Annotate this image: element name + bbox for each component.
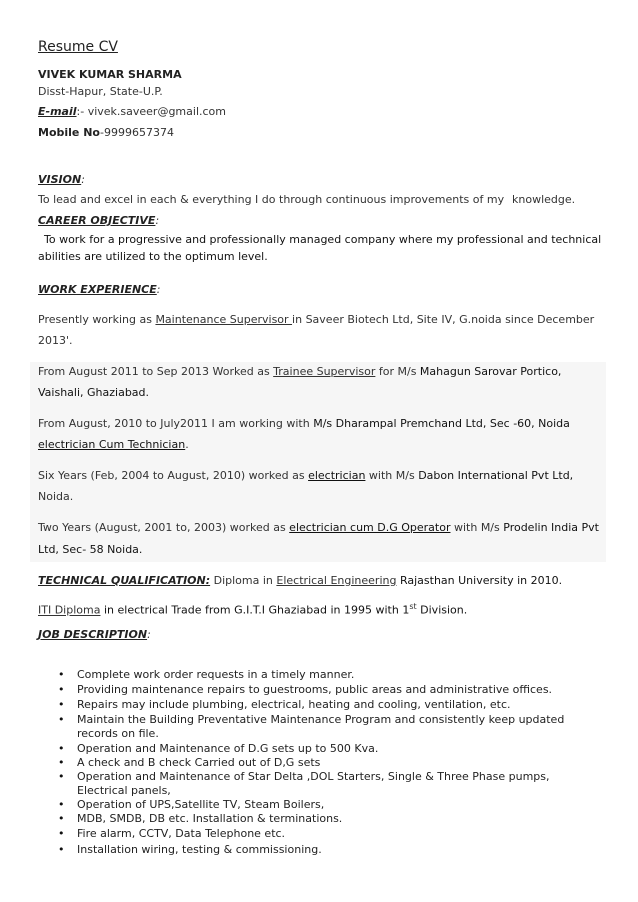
e5-a: Two Years (August, 2001 to, 2003) worked as (38, 521, 290, 534)
e3-role: electrician Cum Technician (38, 438, 186, 451)
experience-heading-text: WORK EXPERIENCE (38, 283, 157, 296)
technical-b: Rajasthan University in 2010. (396, 574, 563, 587)
vision-text: To lead and excel in each & everything I do through continuous improvements of my (38, 193, 505, 206)
technical-line (38, 574, 562, 587)
objective-line-2: abilities are utilized to the optimum level. (38, 250, 268, 263)
objective-heading (38, 214, 159, 227)
e1-a: Presently working as (38, 313, 156, 326)
mobile-line (38, 126, 174, 139)
e4-b: with M/s (365, 469, 419, 482)
iti-sup: st (409, 602, 417, 611)
e4-a: Six Years (Feb, 2004 to August, 2010) worked as (38, 469, 309, 482)
list-item: • Maintain the Building Preventative Maintenance Program and consistently keep updated records on file. (52, 713, 597, 741)
vision-tail: knowledge. (512, 193, 576, 206)
list-item: • Providing maintenance repairs to guestrooms, public areas and administrative offices. (52, 683, 597, 697)
objective-heading-text: CAREER OBJECTIVE (38, 214, 156, 227)
experience-colon: : (156, 283, 161, 296)
candidate-name: VIVEK KUMAR SHARMA (38, 68, 182, 81)
email-sep: :- (76, 105, 85, 118)
list-item: • A check and B check Carried out of D,G sets (52, 756, 597, 770)
e4-role: electrician (308, 469, 366, 482)
e2-company: Mahagun Sarovar Portico, (419, 365, 562, 378)
job-colon: : (147, 628, 151, 641)
e5-company: Prodelin India Pvt (503, 521, 599, 534)
vision-heading (38, 173, 85, 186)
experience-3-line-1 (38, 417, 570, 430)
e2-a: From August 2011 to Sep 2013 Worked as (38, 365, 274, 378)
e5-b: with M/s (450, 521, 504, 534)
e2-b: for M/s (375, 365, 420, 378)
experience-2-line-2: Vaishali, Ghaziabad. (38, 386, 150, 399)
experience-1-line-1 (38, 313, 594, 326)
e3-a: From August, 2010 to July2011 I am working with (38, 417, 314, 430)
iti-diploma: ITI Diploma (38, 603, 101, 617)
vision-colon: : (81, 173, 85, 186)
experience-4-line-1 (38, 469, 573, 482)
list-item: • Operation and Maintenance of D.G sets up to 500 Kva. (52, 742, 597, 756)
e1-b: in Saveer Biotech Ltd, Site IV, G.noida since December (292, 313, 595, 326)
experience-2-line-1 (38, 365, 561, 378)
list-item: • Fire alarm, CCTV, Data Telephone etc. (52, 827, 597, 841)
email-label: E-mail (38, 105, 77, 118)
list-item: • Installation wiring, testing & commissioning. (52, 843, 597, 857)
list-item: • Operation of UPS,Satellite TV, Steam Boilers, (52, 798, 597, 812)
e5-role: electrician cum D.G Operator (289, 521, 451, 534)
experience-1-line-2: 2013'. (38, 334, 73, 347)
technical-field: Electrical Engineering (276, 574, 397, 587)
mobile-value: -9999657374 (99, 126, 174, 139)
technical-heading: TECHNICAL QUALIFICATION: (38, 574, 211, 587)
technical-a: Diploma in (210, 574, 277, 587)
list-item: • MDB, SMDB, DB etc. Installation & terminations. (52, 812, 597, 826)
address: Disst-Hapur, State-U.P. (38, 85, 163, 98)
job-heading-text: JOB DESCRIPTION (38, 628, 148, 641)
email-value: vivek.saveer@gmail.com (87, 105, 226, 118)
job-heading (38, 628, 151, 641)
job-description-list (52, 668, 597, 857)
experience-4-line-2: Noida. (38, 490, 74, 503)
list-item: • Complete work order requests in a timely manner. (52, 668, 597, 682)
experience-3-line-2 (38, 438, 189, 451)
e2-role: Trainee Supervisor (273, 365, 376, 378)
e4-company: Dabon International Pvt Ltd, (418, 469, 574, 482)
experience-5-line-2: Ltd, Sec- 58 Noida. (38, 543, 143, 556)
iti-line (38, 602, 467, 617)
objective-line-1: To work for a progressive and professionally managed company where my professional and technical (44, 233, 602, 246)
experience-heading (38, 283, 160, 296)
vision-heading-text: VISION (38, 173, 82, 186)
mobile-label: Mobile No (38, 126, 100, 139)
iti-c: in electrical Trade from G.I.T.I Ghaziabad in 1995 with 1 (100, 603, 410, 617)
email-line (38, 105, 226, 118)
experience-5-line-1 (38, 521, 599, 534)
e1-role: Maintenance Supervisor (155, 313, 293, 326)
e3-company: M/s Dharampal Premchand Ltd, Sec -60, Noida (313, 417, 570, 430)
e3-c: . (185, 438, 189, 451)
iti-d: Division. (416, 603, 468, 617)
list-item: • Operation and Maintenance of Star Delta ,DOL Starters, Single & Three Phase pumps, Electrical panels, (52, 770, 597, 798)
doc-title: Resume CV (38, 39, 118, 55)
objective-colon: : (155, 214, 160, 227)
list-item: • Repairs may include plumbing, electrical, heating and cooling, ventilation, etc. (52, 698, 597, 712)
